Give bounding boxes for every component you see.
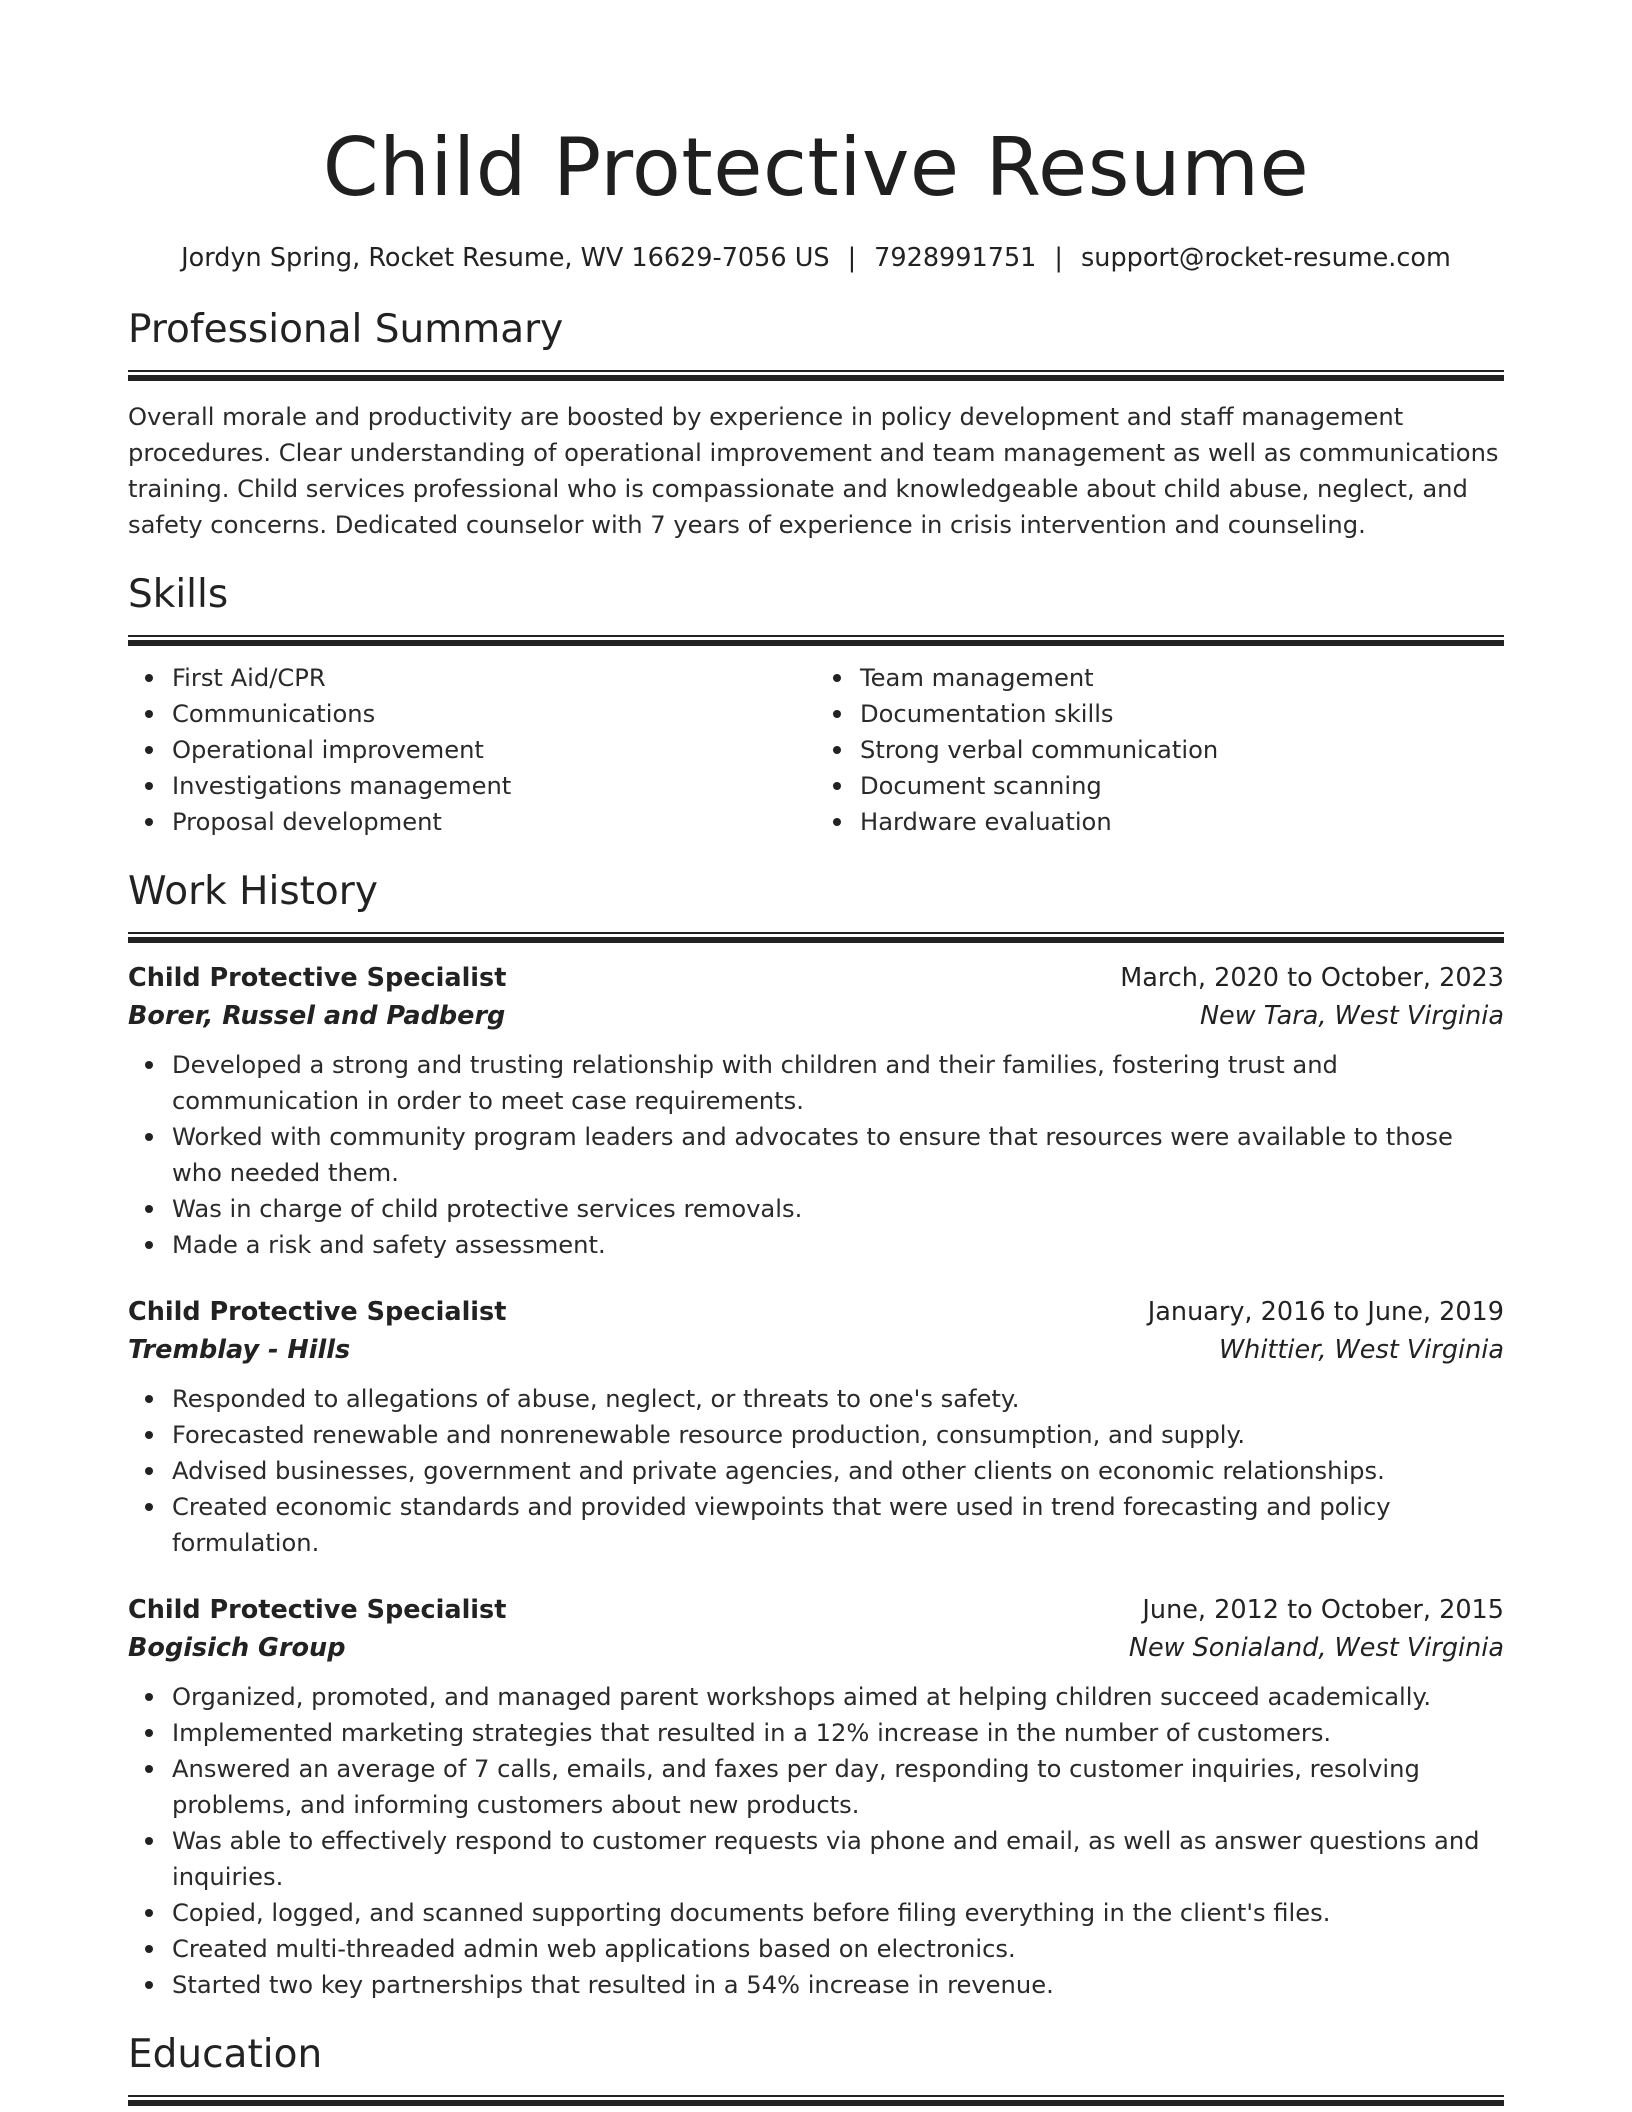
skill-item: Documentation skills	[860, 696, 1504, 732]
job-bullet: Made a risk and safety assessment.	[172, 1227, 1504, 1263]
skill-item: Proposal development	[172, 804, 816, 840]
section-divider	[128, 370, 1504, 381]
section-divider	[128, 2095, 1504, 2106]
job-bullet: Was able to effectively respond to customer requests via phone and email, as well as answer questions and inquiries.	[172, 1823, 1504, 1895]
job-bullet: Started two key partnerships that resulted in a 54% increase in revenue.	[172, 1967, 1504, 2003]
job-bullet: Created economic standards and provided viewpoints that were used in trend forecasting and policy formulation.	[172, 1489, 1504, 1561]
job-bullet: Answered an average of 7 calls, emails, and faxes per day, responding to customer inquiries, resolving problems, and informing customers about new products.	[172, 1751, 1504, 1823]
skill-item: Hardware evaluation	[860, 804, 1504, 840]
job-bullet: Advised businesses, government and private agencies, and other clients on economic relationships.	[172, 1453, 1504, 1489]
skill-item: Operational improvement	[172, 732, 816, 768]
job-entry	[128, 959, 1504, 1263]
job-bullet: Organized, promoted, and managed parent workshops aimed at helping children succeed academically.	[172, 1679, 1504, 1715]
job-bullet: Worked with community program leaders and advocates to ensure that resources were available to those who needed them.	[172, 1119, 1504, 1191]
work-history-heading: Work History	[128, 869, 378, 914]
skills-grid	[128, 660, 1504, 840]
education-section	[128, 2029, 1504, 2106]
job-dates: June, 2012 to October, 2015	[1142, 1595, 1504, 1625]
resume-page	[128, 0, 1504, 2106]
job-company: Borer, Russel and Padberg	[128, 1001, 506, 1031]
section-divider	[128, 635, 1504, 646]
job-bullets	[128, 1047, 1504, 1263]
job-title: Child Protective Specialist	[128, 1297, 507, 1327]
job-bullet: Forecasted renewable and nonrenewable resource production, consumption, and supply.	[172, 1417, 1504, 1453]
skill-item: Document scanning	[860, 768, 1504, 804]
job-bullets	[128, 1679, 1504, 2003]
contact-email: support@rocket-resume.com	[1081, 243, 1451, 273]
skills-list-right	[816, 660, 1504, 840]
job-bullet: Implemented marketing strategies that resulted in a 12% increase in the number of customers.	[172, 1715, 1504, 1751]
contact-line	[128, 240, 1504, 276]
contact-separator: |	[847, 243, 857, 273]
skills-list-left	[128, 660, 816, 840]
job-bullet: Responded to allegations of abuse, neglect, or threats to one's safety.	[172, 1381, 1504, 1417]
job-location: New Tara, West Virginia	[1199, 1001, 1504, 1031]
section-divider	[128, 932, 1504, 943]
job-bullet: Created multi-threaded admin web applications based on electronics.	[172, 1931, 1504, 1967]
summary-section	[128, 304, 1504, 543]
education-heading: Education	[128, 2032, 323, 2077]
summary-heading: Professional Summary	[128, 307, 564, 352]
skills-section	[128, 569, 1504, 840]
job-dates: March, 2020 to October, 2023	[1120, 963, 1504, 993]
job-entry	[128, 1591, 1504, 2003]
resume-title: Child Protective Resume	[322, 121, 1310, 214]
job-bullet: Developed a strong and trusting relationship with children and their families, fostering trust and communication in order to meet case requirements.	[172, 1047, 1504, 1119]
job-title: Child Protective Specialist	[128, 963, 507, 993]
skill-item: Communications	[172, 696, 816, 732]
job-entry	[128, 1293, 1504, 1561]
job-bullets	[128, 1381, 1504, 1561]
job-dates: January, 2016 to June, 2019	[1147, 1297, 1504, 1327]
skill-item: Strong verbal communication	[860, 732, 1504, 768]
skill-item: Team management	[860, 660, 1504, 696]
skill-item: First Aid/CPR	[172, 660, 816, 696]
job-bullet: Was in charge of child protective services removals.	[172, 1191, 1504, 1227]
contact-address: Jordyn Spring, Rocket Resume, WV 16629-7056 US	[181, 243, 830, 273]
contact-separator: |	[1054, 243, 1063, 273]
job-title: Child Protective Specialist	[128, 1595, 507, 1625]
work-history-section	[128, 866, 1504, 2003]
skills-heading: Skills	[128, 572, 229, 617]
job-bullet: Copied, logged, and scanned supporting documents before filing everything in the client's files.	[172, 1895, 1504, 1931]
job-location: New Sonialand, West Virginia	[1128, 1633, 1504, 1663]
skill-item: Investigations management	[172, 768, 816, 804]
job-company: Tremblay - Hills	[128, 1335, 351, 1365]
job-company: Bogisich Group	[128, 1633, 346, 1663]
job-location: Whittier, West Virginia	[1218, 1335, 1504, 1365]
summary-text: Overall morale and productivity are boosted by experience in policy development and staff management procedures. Clear understanding of operational improvement and team management as well as communications training. Child services professional who is compassionate and knowledgeable about child abuse, neglect, and safety concerns. Dedicated counselor with 7 years of experience in crisis intervention and counseling.	[128, 403, 1499, 539]
contact-phone: 7928991751	[874, 243, 1037, 273]
